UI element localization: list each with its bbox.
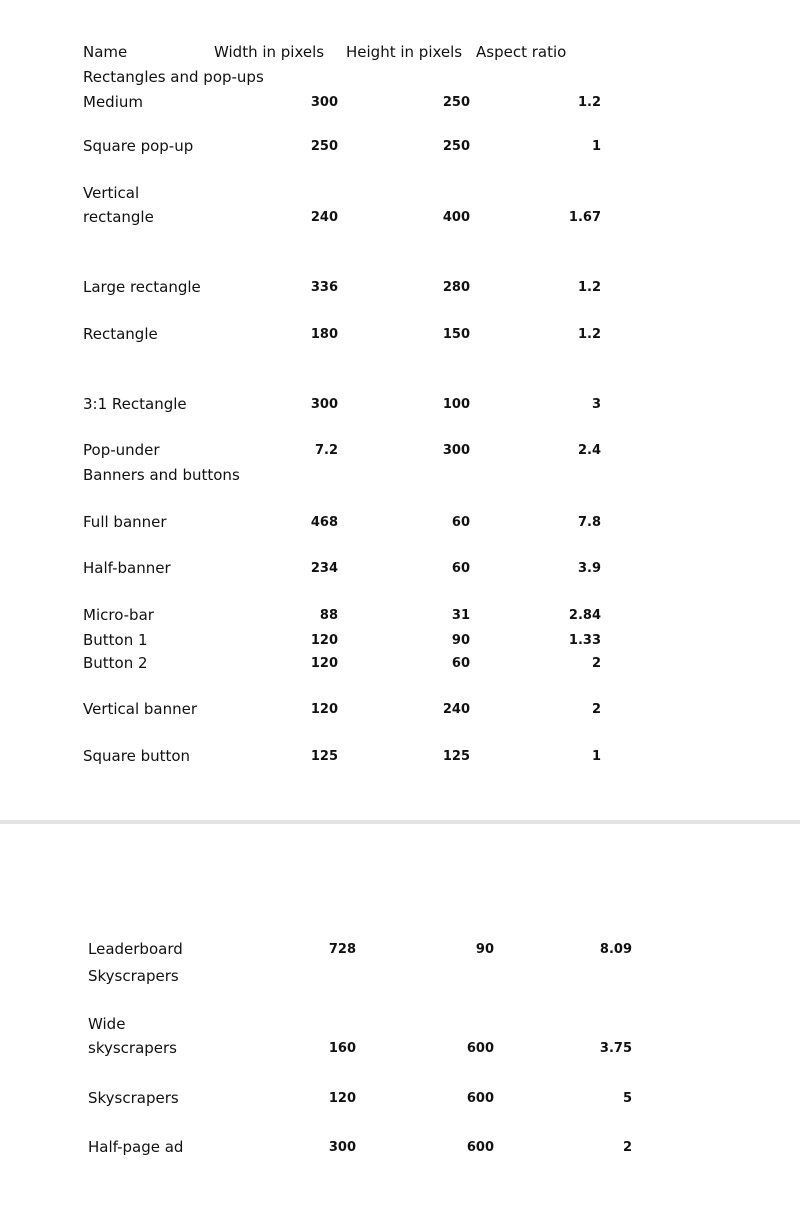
row-name-wide-skyscrapers-line1: Wide (88, 1015, 126, 1033)
row-height-full-banner: 60 (451, 515, 470, 530)
row-width-skyscrapers: 120 (328, 1091, 356, 1106)
row-width-rectangle: 180 (310, 327, 338, 342)
row-width-button-2: 120 (310, 656, 338, 671)
row-width-pop-under: 7.2 (314, 443, 338, 458)
row-height-vertical-banner: 240 (442, 702, 470, 717)
row-aspect-square-button: 1 (591, 749, 601, 764)
row-height-square-button: 125 (442, 749, 470, 764)
column-header-width: Width in pixels (214, 43, 325, 61)
row-name-leaderboard: Leaderboard (88, 940, 183, 958)
row-aspect-vertical-rectangle: 1.67 (568, 210, 601, 225)
row-name-half-page-ad: Half-page ad (88, 1138, 184, 1156)
row-aspect-half-page-ad: 2 (622, 1140, 632, 1155)
row-height-button-1: 90 (451, 633, 470, 648)
column-header-aspect: Aspect ratio (476, 43, 567, 61)
row-width-wide-skyscrapers: 160 (328, 1041, 356, 1056)
section-title-rectangles: Rectangles and pop-ups (83, 68, 264, 86)
row-width-full-banner: 468 (310, 515, 338, 530)
row-aspect-square-popup: 1 (591, 139, 601, 154)
column-header-name: Name (83, 43, 128, 61)
row-height-3-1-rectangle: 100 (442, 397, 470, 412)
section-title-skyscrapers: Skyscrapers (88, 967, 179, 985)
row-width-vertical-rectangle: 240 (310, 210, 338, 225)
row-name-pop-under: Pop-under (83, 441, 160, 459)
row-name-full-banner: Full banner (83, 513, 167, 531)
row-name-wide-skyscrapers-line2: skyscrapers (88, 1039, 177, 1057)
row-name-button-1: Button 1 (83, 631, 148, 649)
row-width-leaderboard: 728 (328, 942, 356, 957)
row-aspect-medium: 1.2 (577, 95, 601, 110)
row-aspect-micro-bar: 2.84 (568, 608, 601, 623)
row-aspect-skyscrapers: 5 (622, 1091, 632, 1106)
row-name-3-1-rectangle: 3:1 Rectangle (83, 395, 187, 413)
row-aspect-full-banner: 7.8 (577, 515, 601, 530)
row-height-medium: 250 (442, 95, 470, 110)
row-width-button-1: 120 (310, 633, 338, 648)
row-height-vertical-rectangle: 400 (442, 210, 470, 225)
row-aspect-3-1-rectangle: 3 (591, 397, 601, 412)
row-aspect-rectangle: 1.2 (577, 327, 601, 342)
column-header-height: Height in pixels (346, 43, 463, 61)
row-aspect-half-banner: 3.9 (577, 561, 601, 576)
row-name-micro-bar: Micro-bar (83, 606, 154, 624)
row-name-vertical-rectangle-line1: Vertical (83, 184, 140, 202)
row-height-half-banner: 60 (451, 561, 470, 576)
row-aspect-vertical-banner: 2 (591, 702, 601, 717)
row-aspect-button-2: 2 (591, 656, 601, 671)
row-name-vertical-rectangle-line2: rectangle (83, 208, 154, 226)
row-width-half-banner: 234 (310, 561, 338, 576)
row-name-large-rectangle: Large rectangle (83, 278, 201, 296)
row-name-skyscrapers: Skyscrapers (88, 1089, 179, 1107)
row-width-large-rectangle: 336 (310, 280, 338, 295)
row-aspect-wide-skyscrapers: 3.75 (599, 1041, 632, 1056)
row-width-3-1-rectangle: 300 (310, 397, 338, 412)
row-height-rectangle: 150 (442, 327, 470, 342)
row-name-rectangle: Rectangle (83, 325, 158, 343)
row-height-half-page-ad: 600 (466, 1140, 494, 1155)
row-name-vertical-banner: Vertical banner (83, 700, 198, 718)
row-height-skyscrapers: 600 (466, 1091, 494, 1106)
row-height-wide-skyscrapers: 600 (466, 1041, 494, 1056)
row-height-leaderboard: 90 (475, 942, 494, 957)
row-width-medium: 300 (310, 95, 338, 110)
row-name-button-2: Button 2 (83, 654, 148, 672)
row-height-large-rectangle: 280 (442, 280, 470, 295)
row-aspect-large-rectangle: 1.2 (577, 280, 601, 295)
row-width-half-page-ad: 300 (328, 1140, 356, 1155)
section-title-banners: Banners and buttons (83, 466, 240, 484)
row-aspect-pop-under: 2.4 (577, 443, 601, 458)
row-height-micro-bar: 31 (451, 608, 470, 623)
row-name-square-popup: Square pop-up (83, 137, 194, 155)
row-width-vertical-banner: 120 (310, 702, 338, 717)
row-name-medium: Medium (83, 93, 143, 111)
row-name-half-banner: Half-banner (83, 559, 171, 577)
row-height-square-popup: 250 (442, 139, 470, 154)
row-width-micro-bar: 88 (319, 608, 338, 623)
row-height-pop-under: 300 (442, 443, 470, 458)
row-height-button-2: 60 (451, 656, 470, 671)
row-aspect-button-1: 1.33 (568, 633, 601, 648)
row-width-square-popup: 250 (310, 139, 338, 154)
row-width-square-button: 125 (310, 749, 338, 764)
document-page-2 (0, 824, 800, 1232)
row-aspect-leaderboard: 8.09 (599, 942, 632, 957)
row-name-square-button: Square button (83, 747, 191, 765)
